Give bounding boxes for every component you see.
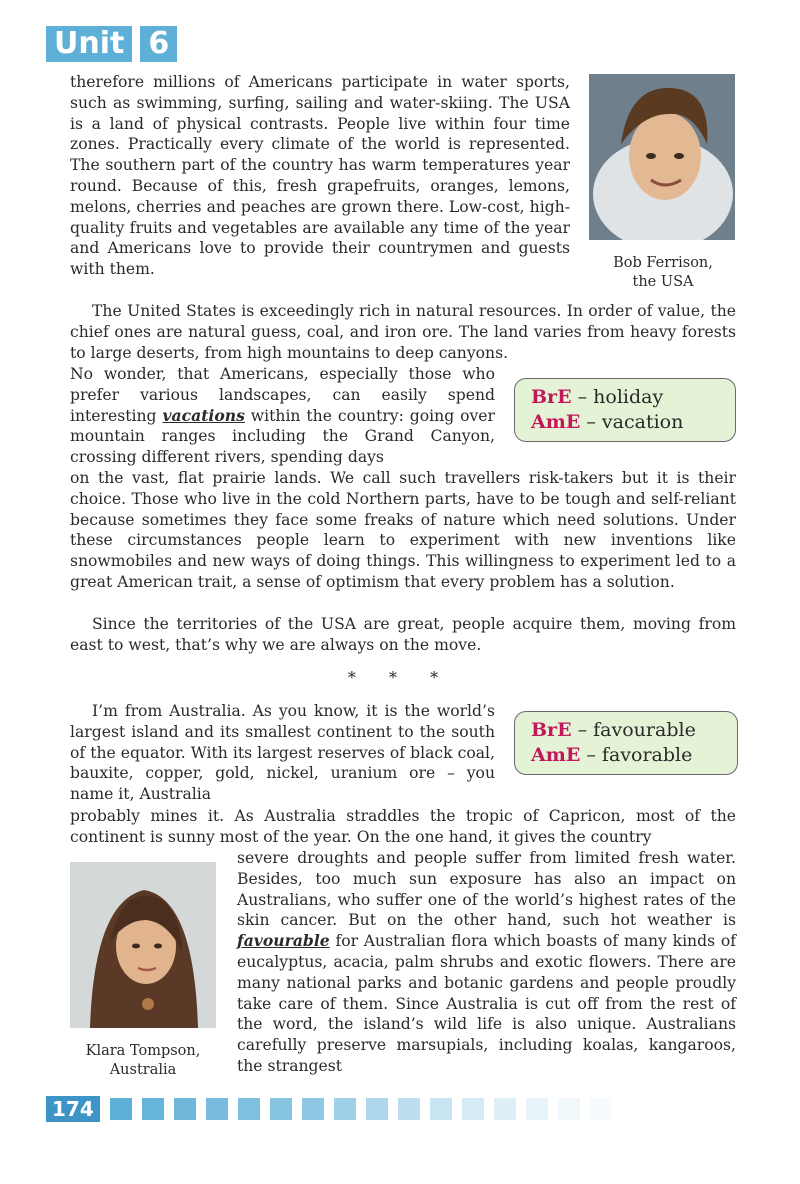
footer-square (142, 1098, 164, 1120)
footer-square (110, 1098, 132, 1120)
paragraph-5c1-text: severe droughts and people suffer from limited fresh water. Besides, too much sun exposure has also an impact on Australians, who suffer one of the world’s highest rates of the skin cancer. But on the other hand, such hot weather is (237, 849, 736, 930)
photo-bob-ferrison (589, 74, 735, 240)
footer-square (238, 1098, 260, 1120)
footer-square (334, 1098, 356, 1120)
footer-square (494, 1098, 516, 1120)
caption-klara-tompson (70, 1042, 216, 1080)
caption-country: the USA (632, 274, 694, 290)
caption-bob-ferrison (590, 254, 736, 292)
unit-header (46, 26, 177, 62)
footer-square (558, 1098, 580, 1120)
footer-square (366, 1098, 388, 1120)
paragraph-4-text: Since the territories of the USA are great, people acquire them, moving from east to west, that’s why we are always on the move. (70, 615, 736, 654)
paragraph-1: therefore millions of Americans participate in water sports, such as swimming, surfing, sailing and water-skiing. The USA is a land of physical contrasts. People live within four time zones. Practically every climate of the world is represented. The southern part of the country has warm temperatures year round. Because of this, fresh grapefruits, oranges, lemons, melons, cherries and peaches are grown there. Low-cost, high-quality fruits and vegetables are available any time of the year and Americans love to provide their countrymen and guests with them. (70, 73, 570, 279)
paragraph-2 (70, 301, 736, 363)
note-bre-line (531, 718, 721, 743)
note-ame-line (531, 410, 719, 435)
page-footer (46, 1096, 612, 1122)
footer-square (302, 1098, 324, 1120)
paragraph-2-text: The United States is exceedingly rich in natural resources. In order of value, the chief ones are natural guess, coal, and iron ore. The land varies from heavy forests to large deserts, from high mountains to deep canyons. (70, 302, 736, 362)
bre-word: – favourable (577, 719, 696, 741)
paragraph-5c (237, 848, 736, 1077)
paragraph-4 (70, 614, 736, 656)
footer-square (590, 1098, 612, 1120)
footer-square (430, 1098, 452, 1120)
portrait-illustration (589, 74, 735, 240)
paragraph-3a (70, 364, 495, 468)
caption-country: Australia (109, 1062, 177, 1078)
note-vacation (514, 378, 736, 442)
caption-name: Klara Tompson, (85, 1043, 201, 1059)
portrait-illustration (70, 862, 216, 1028)
paragraph-5a (70, 701, 495, 805)
bre-word: – holiday (577, 386, 664, 408)
paragraph-5c2-text: for Australian flora which boasts of many kinds of eucalyptus, acacia, palm shrubs and exotic flowers. There are many national parks and botanic gardens and people proudly take care of them. Since Australia is cut off from the rest of the word, the island’s wild life is also unique. Australians carefully preserve marsupials, including koalas, kangaroos, the strangest (237, 932, 736, 1075)
footer-square (206, 1098, 228, 1120)
ame-word: – vacation (586, 411, 684, 433)
vocab-vacations: vacations (162, 405, 245, 425)
note-favourable (514, 711, 738, 775)
footer-square (398, 1098, 420, 1120)
paragraph-5b: probably mines it. As Australia straddles the tropic of Capricon, most of the continent is sunny most of the year. On the one hand, it gives the country (70, 807, 736, 846)
paragraph-5a-text: I’m from Australia. As you know, it is the world’s largest island and its smallest continent to the south of the equator. With its largest reserves of black coal, bauxite, copper, gold, nickel, uranium ore – you name it, Australia (70, 702, 495, 804)
page-number: 174 (46, 1096, 100, 1122)
note-bre-line (531, 385, 719, 410)
footer-square (270, 1098, 292, 1120)
footer-square (174, 1098, 196, 1120)
paragraph-3a-text: No wonder, that Americans, especially those who prefer various landscapes, can easily spend interesting (70, 365, 495, 425)
footer-square (526, 1098, 548, 1120)
note-ame-line (531, 743, 721, 768)
ame-tag: AmE (531, 411, 581, 433)
bre-tag: BrE (531, 386, 572, 408)
vocab-favourable: favourable (237, 931, 330, 951)
bre-tag: BrE (531, 719, 572, 741)
unit-number: 6 (140, 26, 177, 62)
paragraph-3c: on the vast, flat prairie lands. We call such travellers risk-takers but it is their choice. Those who live in the cold Northern parts, have to be tough and self-reliant because sometimes they face some freaks of nature which need solutions. Under these circumstances people learn to experiment with new inventions like snowmobiles and new ways of doing things. This willingness to experiment led to a great American trait, a sense of optimism that every problem has a solution. (70, 469, 736, 591)
section-divider: * * * (347, 668, 453, 687)
ame-tag: AmE (531, 744, 581, 766)
footer-square (462, 1098, 484, 1120)
photo-klara-tompson (70, 862, 216, 1028)
paragraph-3b-text: within the country: going over mountain ranges including the Grand Canyon, crossing different rivers, spending days (70, 406, 495, 467)
unit-label: Unit (46, 26, 132, 62)
caption-name: Bob Ferrison, (613, 255, 713, 271)
ame-word: – favorable (586, 744, 693, 766)
